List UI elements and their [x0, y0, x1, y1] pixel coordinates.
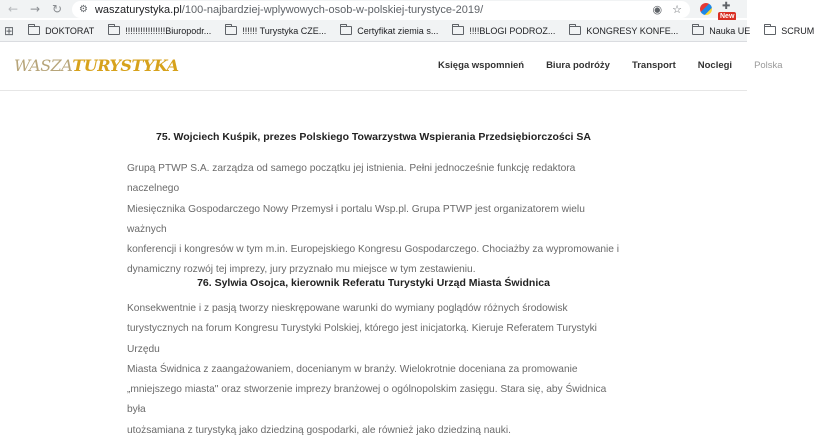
folder-icon [569, 26, 581, 35]
address-bar[interactable] [72, 1, 690, 18]
entry-heading: 76. Sylwia Osojca, kierownik Referatu Turystyki Urząd Miasta Świdnica [197, 277, 550, 289]
reload-icon[interactable]: ↻ [51, 2, 63, 16]
site-logo[interactable] [14, 55, 178, 77]
bookmark-folder[interactable] [452, 26, 555, 36]
bookmark-label: KONGRESY KONFE... [586, 25, 679, 36]
paragraph-line: turystycznych na forum Kongresu Turystyki Polskiej, którego jest inicjatorką. Kieruje Referatem Turystyki Urzędu [127, 323, 597, 355]
bookmark-label: DOKTORAT [45, 25, 95, 36]
folder-icon [452, 26, 464, 35]
entry-paragraph [127, 299, 627, 441]
paragraph-line: Grupą PTWP S.A. zarządza od samego początku jej istnienia. Pełni jednocześnie funkcję redaktora naczelnego [127, 163, 576, 195]
new-badge: New [720, 13, 735, 20]
browser-toolbar [0, 0, 747, 18]
bookmark-label: SCRUM [781, 25, 814, 36]
paragraph-line: utożsamiana z turystyką jako dziedziną gospodarki, ale również jako dziedziną nauki. [127, 424, 511, 436]
bookmarks-bar [0, 20, 814, 42]
logo-part-1: WASZA [14, 56, 73, 75]
nav-item-biura[interactable]: Biura podróży [546, 60, 610, 71]
folder-icon [692, 26, 704, 35]
entry-heading: 75. Wojciech Kuśpik, prezes Polskiego Towarzystwa Wspierania Przedsiębiorczości SA [156, 131, 591, 143]
bookmark-label: Certyfikat ziemia s... [357, 25, 439, 36]
nav-item-ksiega[interactable]: Księga wspomnień [438, 60, 525, 71]
entry-paragraph [127, 159, 627, 281]
bookmark-folder[interactable] [28, 26, 94, 36]
bookmark-folder[interactable] [108, 26, 211, 36]
article-content [0, 92, 747, 436]
folder-icon [28, 26, 40, 35]
bookmark-folder[interactable] [692, 26, 750, 36]
paragraph-line: Konsekwentnie i z pasją tworzy nieskrępowane warunki do wymiany poglądów różnych środowisk [127, 303, 568, 314]
paragraph-line: Miesięcznika Gospodarczego Nowy Przemysł i portalu Wsp.pl. Grupa PTWP jest organizatorem wielu ważnych [127, 203, 585, 235]
nav-item-polska[interactable]: Polska [754, 60, 783, 71]
paragraph-line: dynamiczny rozwój tej imprezy, jury przyznało mu miejsce w tym zestawieniu. [127, 264, 476, 276]
bookmark-folder[interactable] [340, 26, 438, 36]
site-header [0, 43, 783, 91]
apps-grid-icon[interactable]: ⊞ [4, 23, 15, 38]
paragraph-line: konferencji i kongresów w tym m.in. Europejskiego Kongresu Gospodarczego. Chociażby za wypromowanie i [127, 244, 620, 256]
folder-icon [764, 26, 776, 35]
extension-icon[interactable] [700, 3, 712, 15]
star-bookmark-icon[interactable]: ☆ [672, 3, 682, 16]
url-path: /100-najbardziej-wplywowych-osob-w-polskiej-turystyce-2019/ [181, 3, 484, 16]
nav-item-transport[interactable]: Transport [631, 60, 676, 71]
bookmark-folder[interactable] [569, 26, 678, 36]
site-info-icon[interactable]: ⚙ [79, 4, 88, 15]
bookmark-folder[interactable] [225, 26, 326, 36]
eye-slash-icon[interactable]: ◉ [652, 3, 663, 16]
bookmark-folder[interactable] [764, 26, 814, 36]
bookmark-label: !!!!!!!!!!!!!!!!Biuropodr... [125, 25, 212, 36]
folder-icon [340, 26, 352, 35]
url-text[interactable] [95, 4, 483, 16]
extensions-button[interactable] [718, 1, 738, 18]
logo-part-2: TURYSTYKA [72, 56, 179, 75]
site-navigation [438, 60, 805, 71]
folder-icon [225, 26, 237, 35]
paragraph-line: „mniejszego miasta" oraz stworzenie imprezy branżowej o ogólnopolskim zasięgu. Stara się, aby Świdnica była [127, 384, 607, 416]
url-host: waszaturystyka.pl [94, 3, 182, 16]
paragraph-line: Miasta Świdnica z zaangażowaniem, docenianym w branży. Wielokrotnie doceniana za promowanie [127, 363, 578, 375]
puzzle-icon: ✚ [722, 1, 731, 12]
bookmark-label: !!!!!! Turystyka CZE... [242, 25, 327, 36]
folder-icon [108, 26, 120, 35]
forward-arrow-icon[interactable]: → [29, 2, 41, 16]
nav-item-noclegi[interactable]: Noclegi [697, 60, 733, 71]
back-arrow-icon[interactable]: ← [7, 2, 19, 16]
bookmark-label: !!!!BLOGI PODROZ... [469, 25, 556, 36]
bookmark-label: Nauka UE [709, 25, 751, 36]
